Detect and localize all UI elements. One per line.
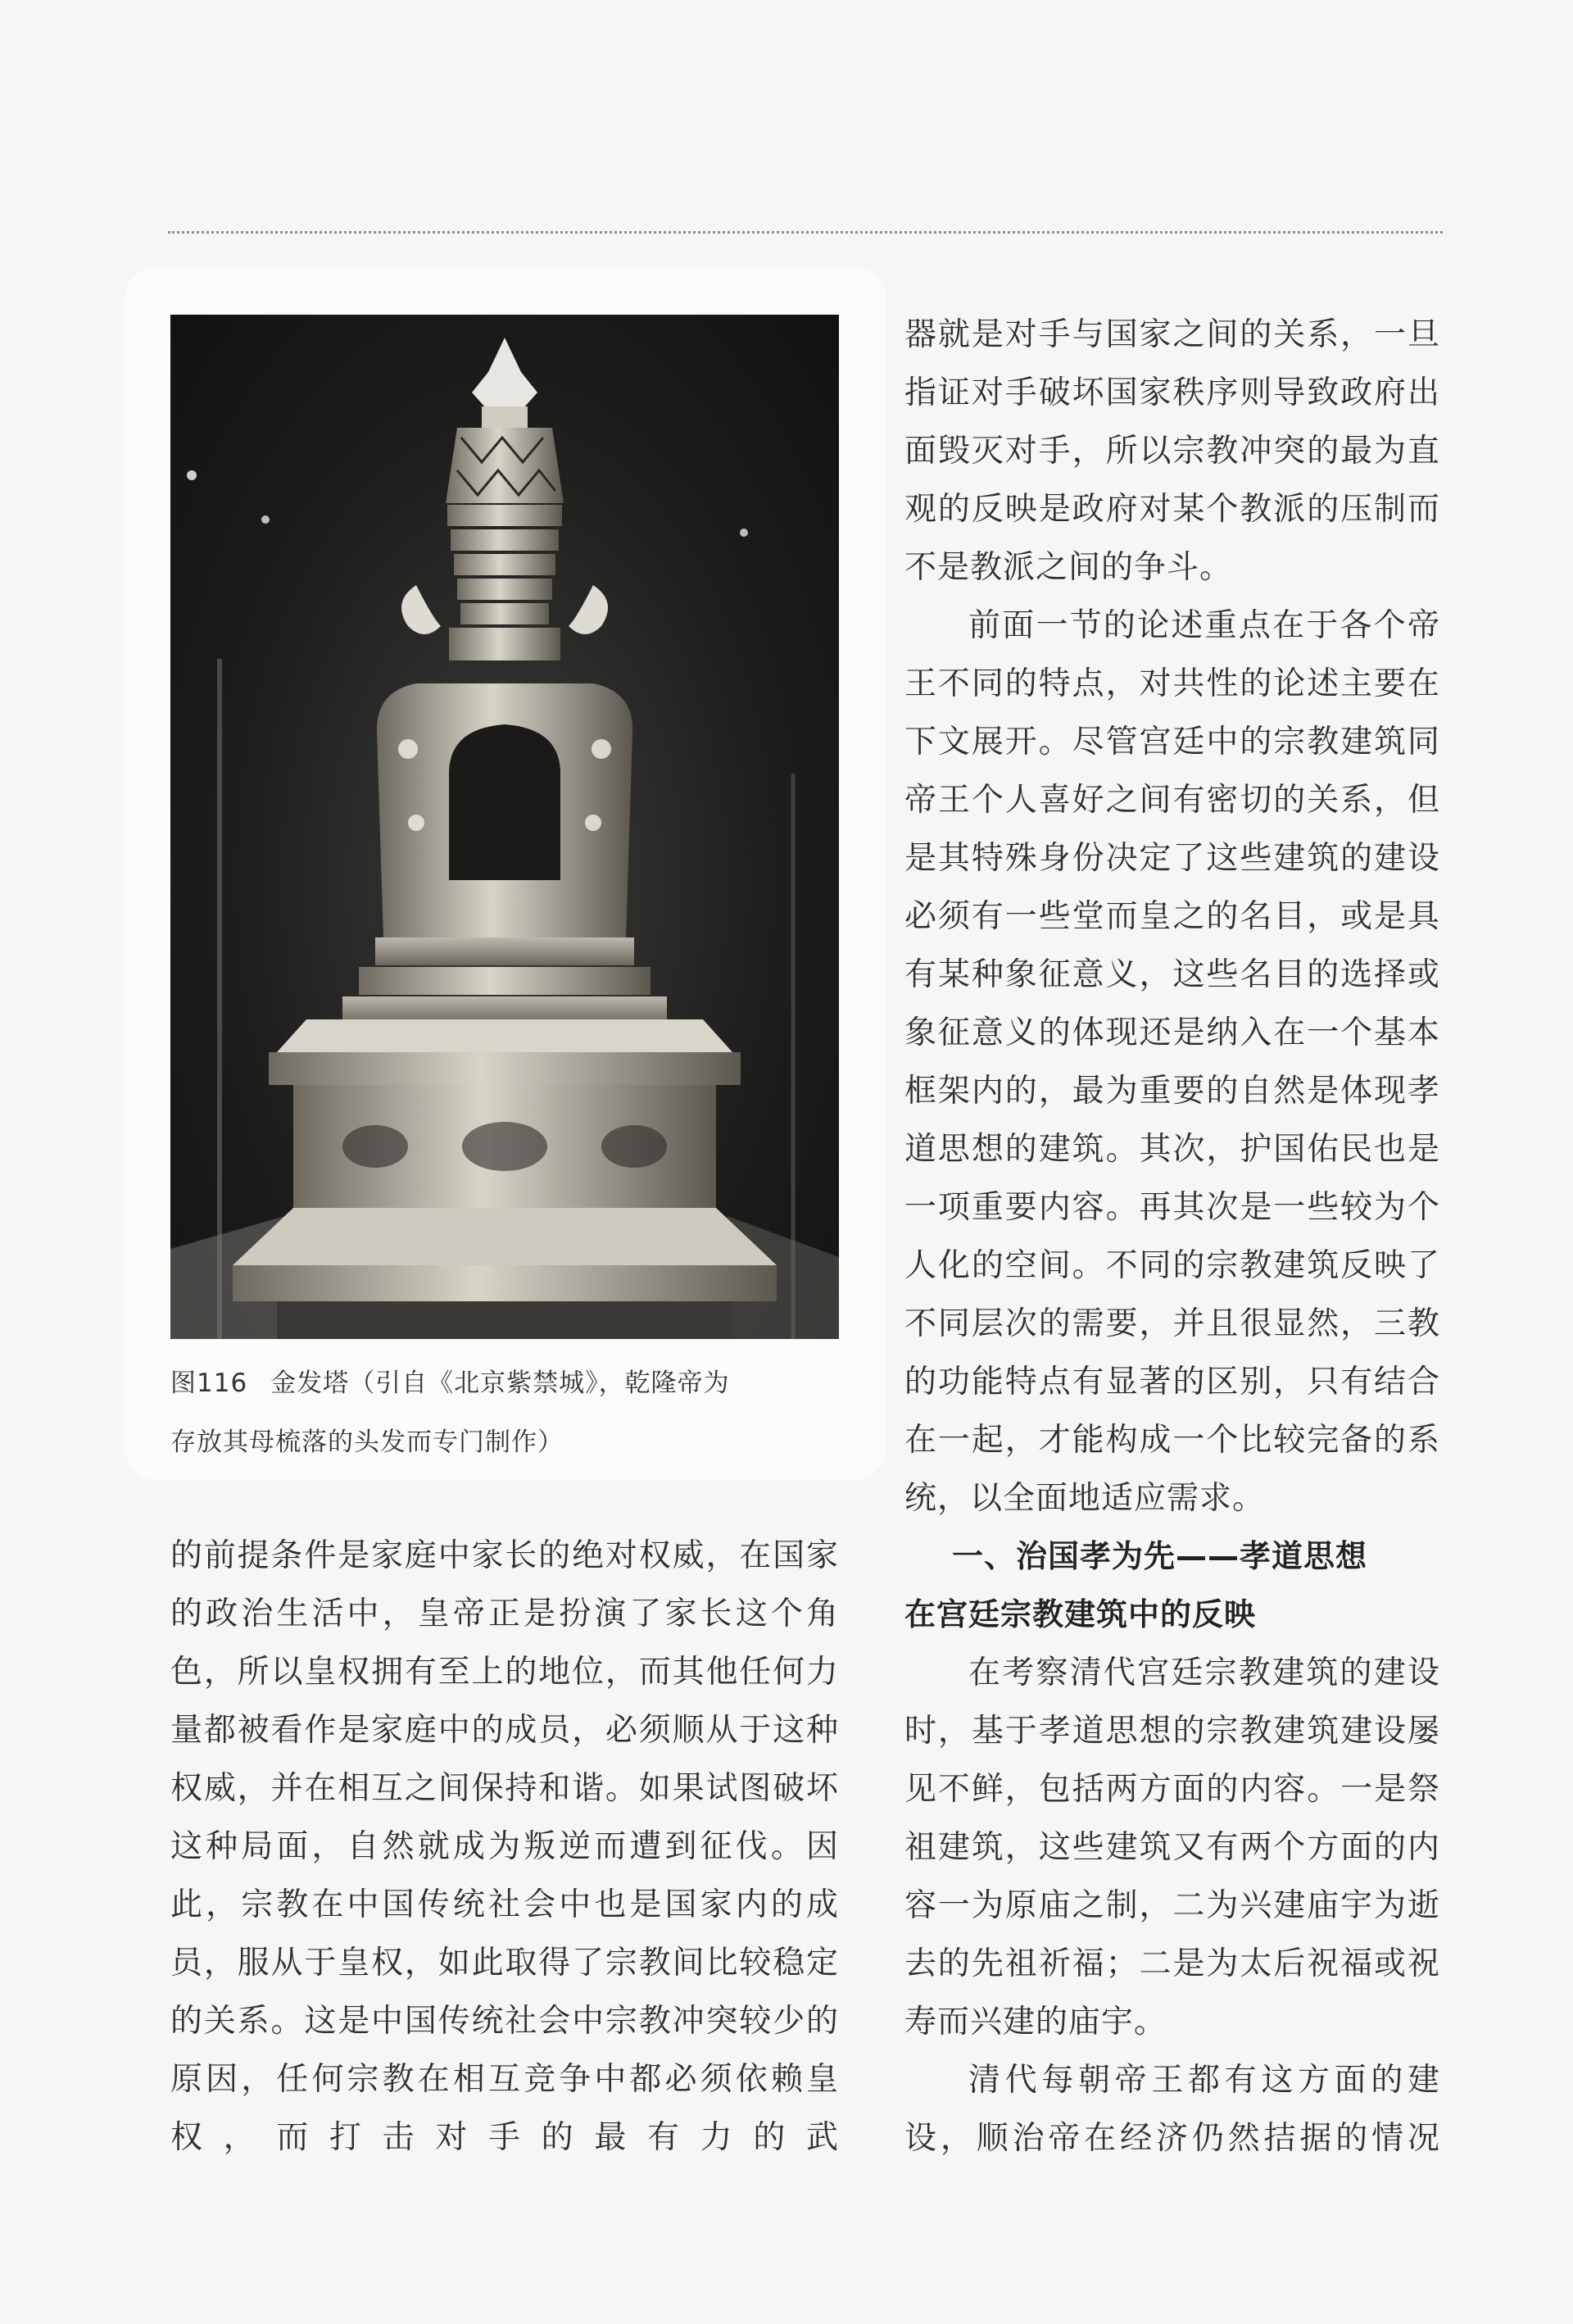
golden-hair-stupa-illustration	[170, 315, 839, 1339]
paragraph: 在考察清代宫廷宗教建筑的建设时，基于孝道思想的宗教建筑建设屡见不鲜，包括两方面的内容。一是祭祖建筑，这些建筑又有两个方面的内容一为原庙之制，二为兴建庙宇为逝去的先祖祈福；二是为太后祝福或祝寿而兴建的庙宇。	[904, 1654, 1440, 2040]
paragraph: 前面一节的论述重点在于各个帝王不同的特点，对共性的论述主要在下文展开。尽管宫廷中的宗教建筑同帝王个人喜好之间有密切的关系，但是其特殊身份决定了这些建筑的建设必须有一些堂而皇之的名目，或是具有某种象征意义，这些名目的选择或象征意义的体现还是纳入在一个基本框架内的，最为重要的自然是体现孝道思想的建筑。其次，护国佑民也是一项重要内容。再其次是一些较为个人化的空间。不同的宗教建筑反映了不同层次的需要，并且很显然，三教的功能特点有显著的区别，只有结合在一起，才能构成一个比较完备的系统，以全面地适应需求。	[904, 607, 1440, 1517]
paragraph-continued: 的前提条件是家庭中家长的绝对权威，在国家的政治生活中，皇帝正是扮演了家长这个角色，所以皇权拥有至上的地位，而其他任何力量都被看作是家庭中的成员，必须顺从于这种权威，并在相互之间保持和谐。如果试图破坏这种局面，自然就成为叛逆而遭到征伐。因此，宗教在中国传统社会中也是国家内的成员，服从于皇权，如此取得了宗教间比较稳定的关系。这是中国传统社会中宗教冲突较少的原因，任何宗教在相互竞争中都必须依赖皇权，而打击对手的最有力的武	[170, 1537, 839, 2156]
header-dotted-rule	[168, 231, 1443, 234]
caption-line-2: 存放其母梳落的头发而专门制作）	[170, 1428, 564, 1457]
paragraph: 清代每朝帝王都有这方面的建设，顺治帝在经济仍然拮据的情况	[904, 2062, 1440, 2157]
section-heading-line-1: 一、治国孝为先——孝道思想	[952, 1538, 1368, 1574]
figure-number: 图116	[170, 1369, 248, 1398]
stupa-photo	[170, 315, 839, 1339]
section-heading	[904, 1527, 1440, 1644]
paragraph-continued: 器就是对手与国家之间的关系，一旦指证对手破坏国家秩序则导致政府出面毁灭对手，所以宗教冲突的最为直观的反映是政府对某个教派的压制而不是教派之间的争斗。	[904, 316, 1440, 586]
left-text-column	[170, 1527, 839, 2167]
right-text-column	[904, 306, 1440, 2167]
figure-caption	[170, 1354, 850, 1472]
section-heading-line-2: 在宫廷宗教建筑中的反映	[904, 1596, 1257, 1632]
caption-line-1: 金发塔（引自《北京紫禁城》，乾隆帝为	[270, 1369, 730, 1398]
